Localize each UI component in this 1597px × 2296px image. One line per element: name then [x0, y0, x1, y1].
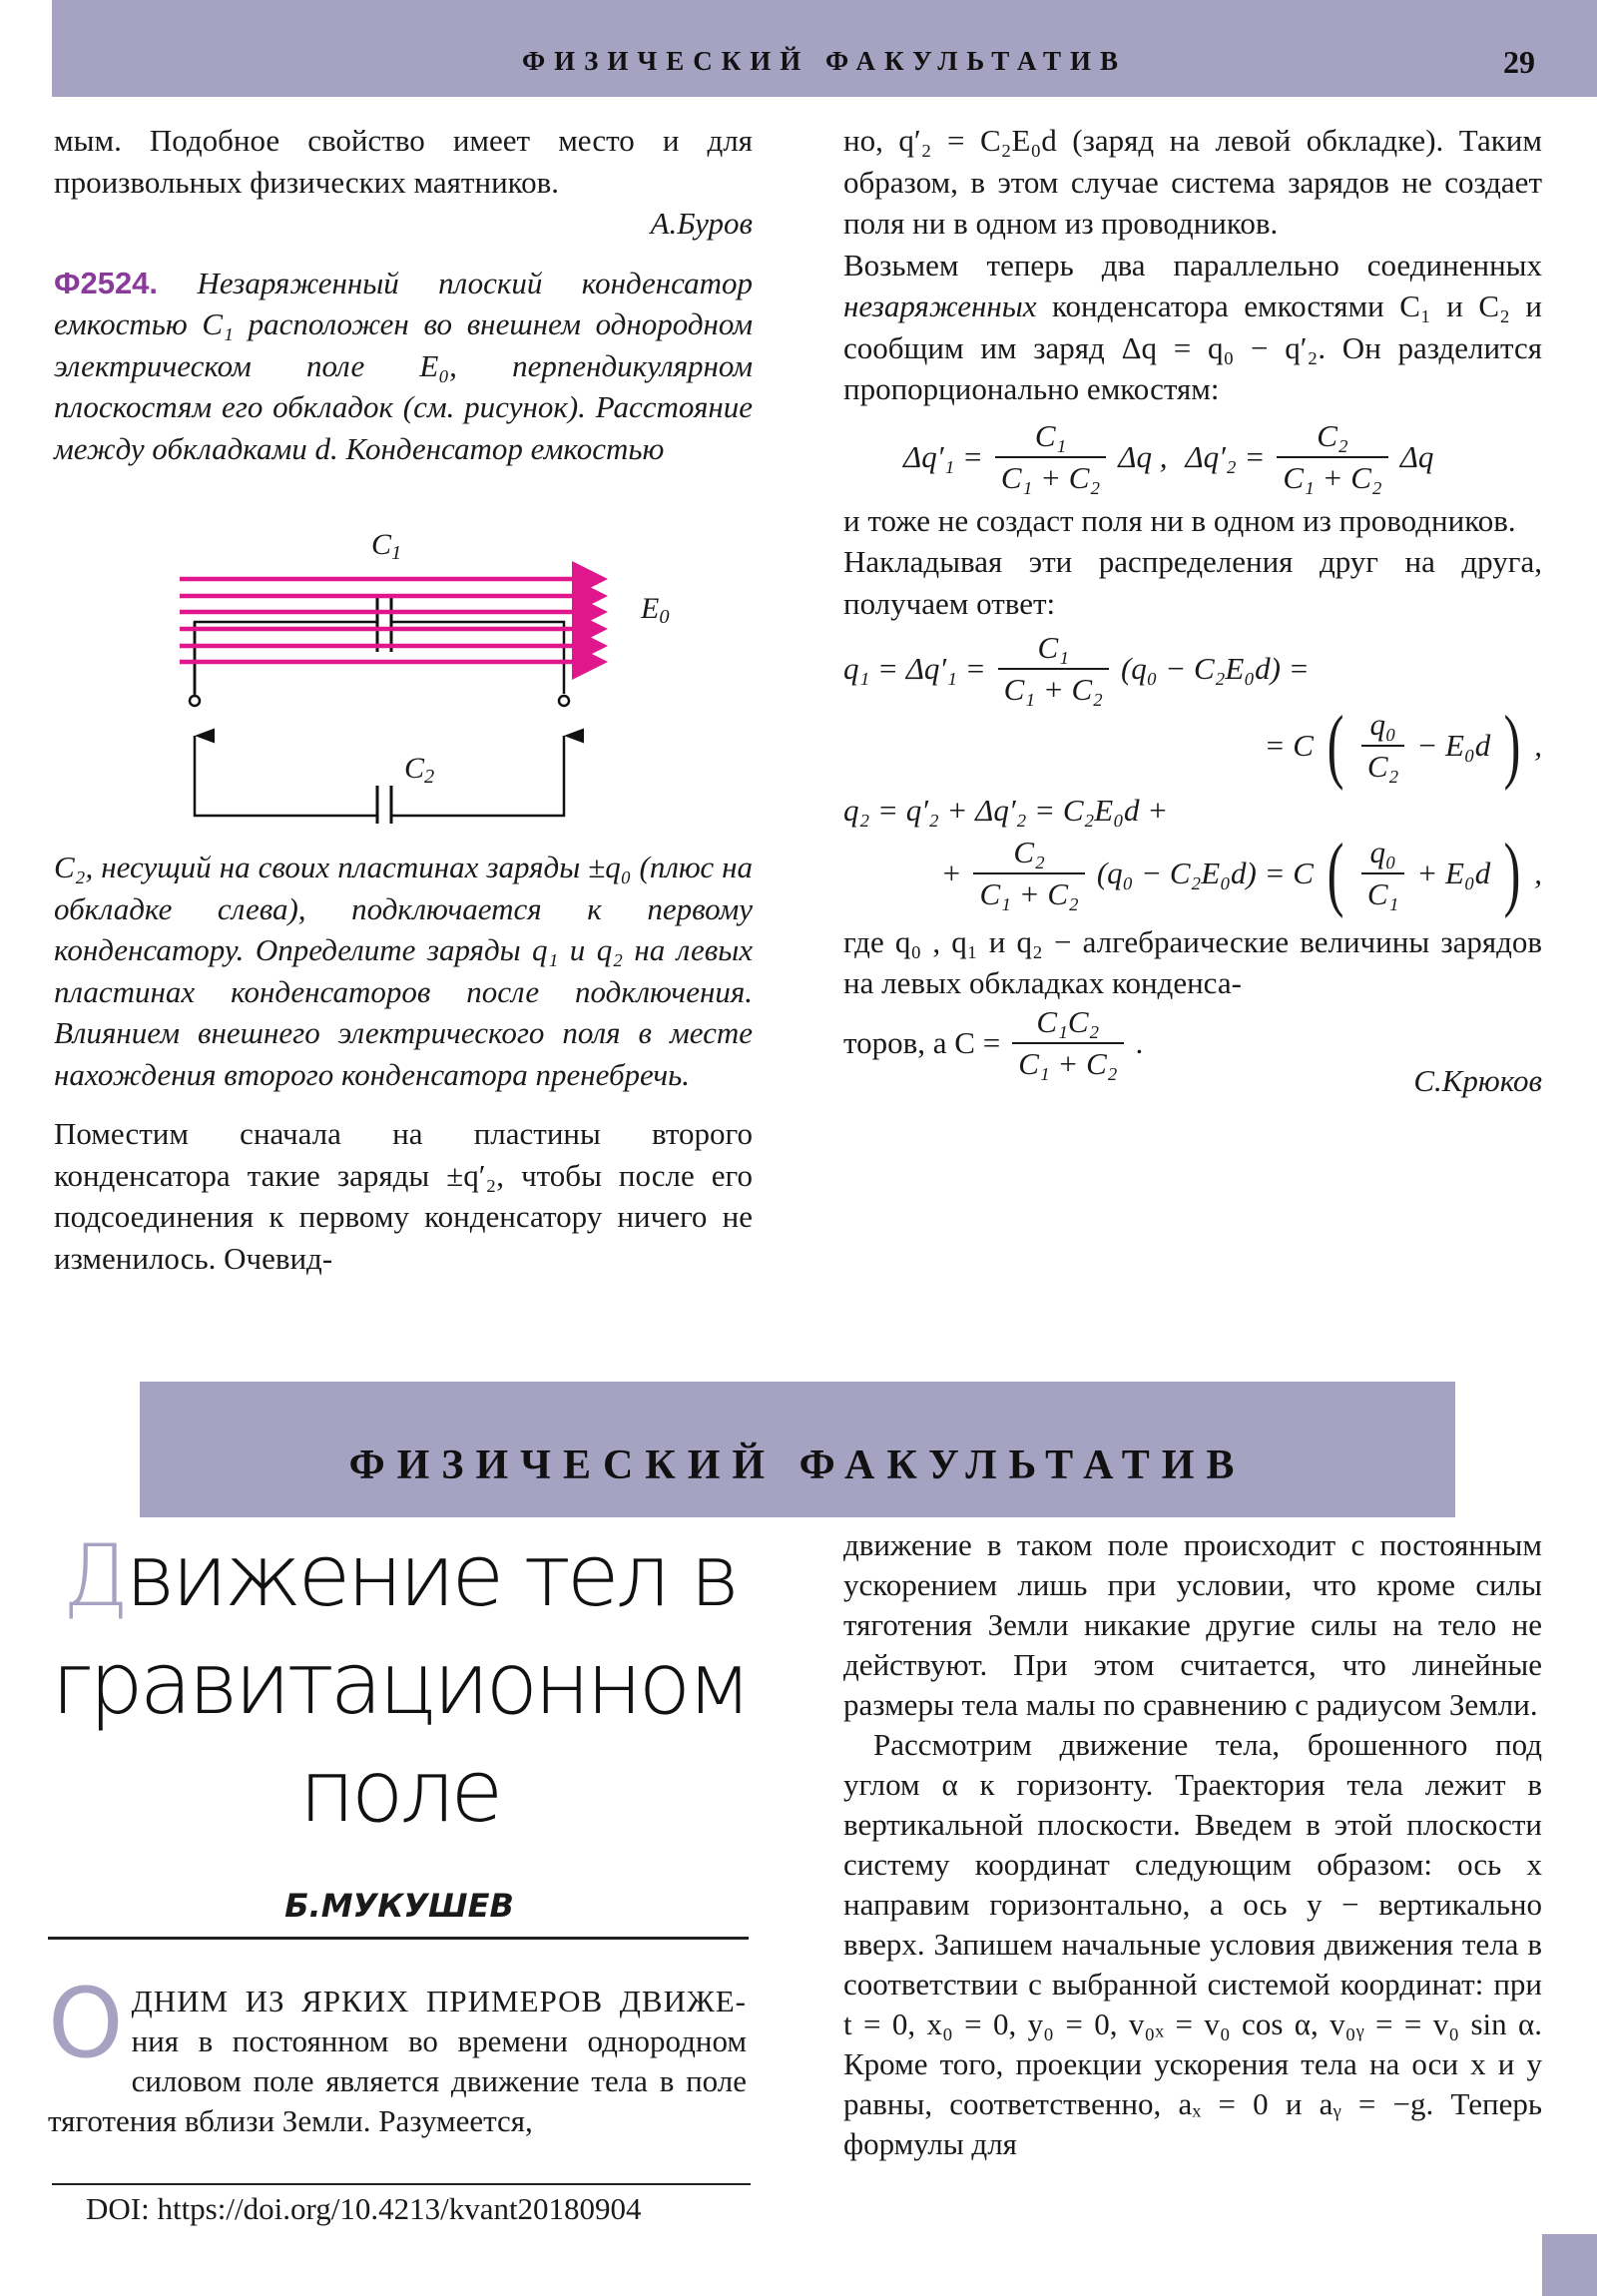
- continuation-paragraph: мым. Подобное свойство имеет место и для произвольных физических маятников.: [54, 123, 753, 200]
- equation-q1-line2: = C ( $\frac{\text{q₀}}{\text{C₂}}$ − E₀d ) ,: [1264, 699, 1542, 792]
- doi-link[interactable]: DOI: https://doi.org/10.4213/kvant20180904: [86, 2191, 642, 2226]
- article-paragraph-2: Рассмотрим движение тела, брошенного под углом α к горизонту. Траектория тела лежит в вертикальной плоскости. Введем в этой плоскости систему координат следующим образом: ось x направим горизонтально, а ось y − вертикально вверх. Запишем начальные условия движения тела в соответствии с выбранной системой координат: при t = 0, x₀ = 0, y₀ = 0, v₀ₓ = v₀ cos α, v₀ᵧ = = v₀ sin α. Кроме того, проекции ускорения тела на оси x и y равны, соответственно, aₓ = 0 и aᵧ = −g. Теперь формулы для: [843, 1727, 1542, 2161]
- solution-paragraph-4: и тоже не создаст поля ни в одном из проводников.: [843, 502, 1516, 538]
- corner-tab: [1542, 2234, 1597, 2296]
- section-title: ФИЗИЧЕСКИЙ ФАКУЛЬТАТИВ: [521, 46, 1128, 76]
- article-paragraph-1: движение в таком поле происходит с постоянным ускорением лишь при условии, что кроме силы тяготения Земли никакие другие силы на тело не действуют. При этом считается, что линейные размеры тела малы по сравнению с радиусом Земли.: [843, 1527, 1542, 1722]
- title-dropcap: Д: [62, 1526, 126, 1626]
- article-title: Движение тел в гравитационном поле: [50, 1526, 749, 1842]
- equation-c-series: торов, а C = $\frac{\text{C₁C₂}}{\text{C₁ + C₂}}$ .: [843, 1003, 1144, 1081]
- problem-text-part1: Незаряженный плоский конденсатор емкостью C₁ расположен во внешнем однородном электрическом поле E₀, перпендикулярном плоскостям его обкладок (см. рисунок). Расстояние между обкладками d. Конденсатор емкостью: [54, 265, 754, 466]
- article-right-column: [843, 1525, 1542, 2164]
- solution-paragraph-3: Возьмем теперь два параллельно соединенных незаряженных конденсатора емкостями C₁ и C₂ и сообщим им заряд Δq = q₀ − q′₂. Он разделится пропорционально емкостям:: [843, 247, 1542, 406]
- article-author: Б.МУКУШЕВ: [284, 1887, 514, 1925]
- left-column-top: [54, 120, 753, 469]
- signature-buros: А.Буров: [650, 206, 753, 241]
- intro-dropcap: О: [48, 1968, 124, 2079]
- solution-paragraph-1: Поместим сначала на пластины второго конденсатора такие заряды ±q′₂, чтобы после его подсоединения к первому конденсатору ничего не изменилось. Очевид-: [54, 1116, 753, 1276]
- section-band: [140, 1382, 1455, 1517]
- doi-rule: [52, 2183, 751, 2185]
- problem-number: Ф2524.: [54, 265, 159, 300]
- capacitor-figure: [160, 524, 689, 824]
- label-e0: $E_0$: [641, 592, 670, 629]
- right-column: [843, 120, 1542, 1101]
- label-c2: $C_2$: [404, 752, 435, 789]
- label-c1: $C_1$: [371, 528, 402, 565]
- solution-paragraph-6: где q₀ , q₁ и q₂ − алгебраические величины зарядов на левых обкладках конденса-: [843, 923, 1542, 1000]
- equation-q2-line1: q₂ = q′₂ + Δq′₂ = C₂E₀d +: [843, 793, 1169, 828]
- page-number: 29: [1503, 44, 1535, 80]
- article-intro: О ДНИМ ИЗ ЯРКИХ ПРИМЕРОВ ДВИЖЕ- ния в постоянном во времени однородном силовом поле является движение тела в поле тяготения вблизи Земли. Разумеется,: [48, 1968, 747, 2138]
- solution-paragraph-2: но, q′₂ = C₂E₀d (заряд на левой обкладке). Таким образом, в этом случае система зарядов не создает поля ни в одном из проводников.: [843, 123, 1542, 241]
- problem-statement: [54, 263, 753, 470]
- problem-text-part2: C₂, несущий на своих пластинах заряды ±q₀ (плюс на обкладке слева), подключается к первому конденсатору. Определите заряды q₁ и q₂ на левых пластинах конденсаторов после подключения. Влиянием внешнего электрического поля в месте нахождения второго конденсатора пренебречь.: [54, 850, 753, 1092]
- title-rule: [48, 1937, 749, 1940]
- equation-q1-line1: q₁ = Δq′₁ = $\frac{\text{C₁}}{\text{C₁ + C₂}}$ (q₀ − C₂E₀d) =: [843, 630, 1310, 707]
- equation-q2-line2: + $\frac{\text{C₂}}{\text{C₁ + C₂}}$ (q₀ − C₂E₀d) = C ( $\frac{\text{q₀}}{\text{C₁}}$ + E₀d ) ,: [940, 826, 1542, 919]
- left-column-bottom: [54, 847, 753, 1279]
- signature-kryukov: С.Крюков: [1413, 1062, 1542, 1098]
- equation-charge-split: Δq′₁ = $\frac{\text{C₁}}{\text{C₁ + C₂}}$ Δq , Δq′₂ = $\frac{\text{C₂}}{\text{C₁ + C₂}}$ Δq: [903, 417, 1434, 495]
- page-header-band: [52, 0, 1597, 97]
- solution-paragraph-5: Накладывая эти распределения друг на друга, получаем ответ:: [843, 544, 1542, 621]
- field-lines: [180, 579, 599, 662]
- section-band-title: ФИЗИЧЕСКИЙ ФАКУЛЬТАТИВ: [348, 1442, 1247, 1488]
